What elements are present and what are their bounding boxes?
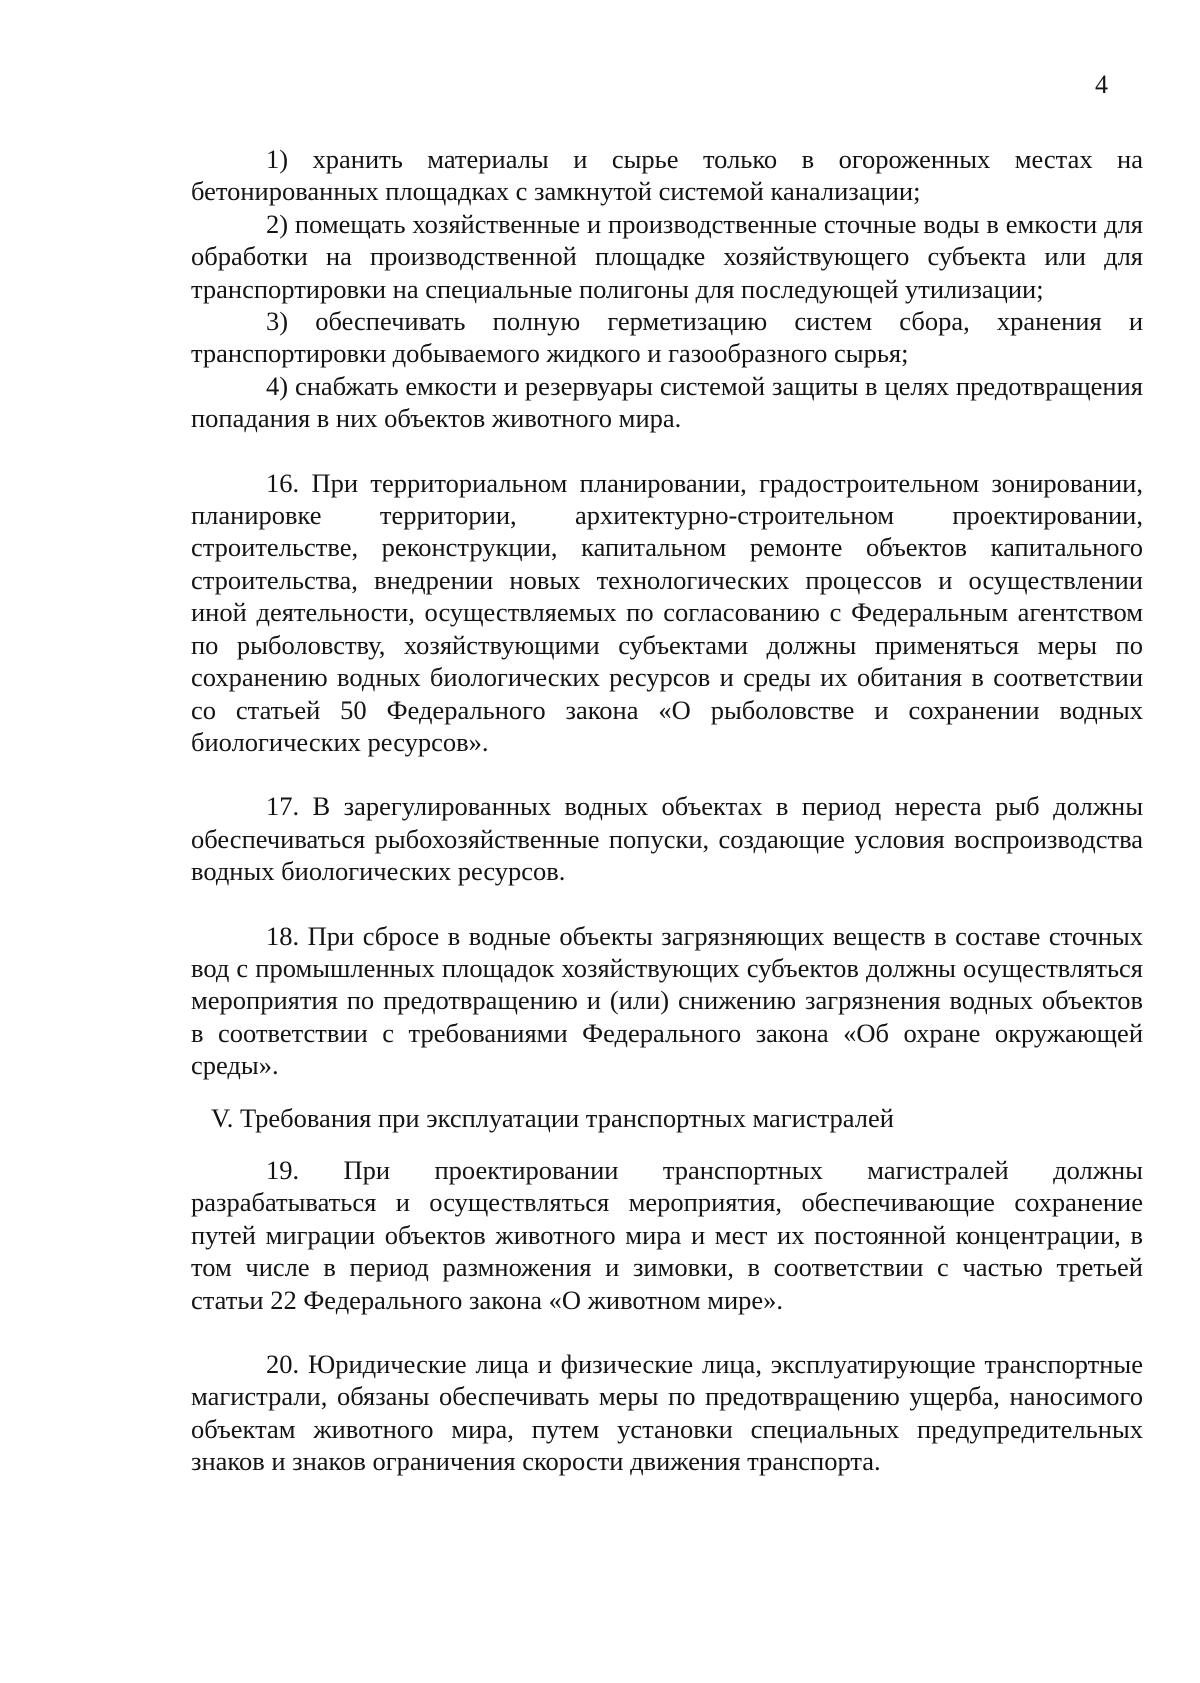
document-body — [191, 143, 1143, 1478]
list-item-4: 4) снабжать емкости и резервуары системой защиты в целях предотвращения попадания в них объектов животного мира. — [191, 370, 1143, 434]
list-item-2: 2) помещать хозяйственные и производственные сточные воды в емкости для обработки на производственной площадке хозяйствующего субъекта или для транспортировки на специальные полигоны для последующей утилизации; — [191, 208, 1143, 304]
clause-19: 19. При проектировании транспортных магистралей должны разрабатываться и осуществляться мероприятия, обеспечивающие сохранение путей миграции объектов животного мира и мест их постоянной концентрации, в том числе в период размножения и зимовки, в соответствии с частью третьей статьи 22 Федерального закона «О животном мире». — [191, 1154, 1143, 1315]
list-item-3: 3) обеспечивать полную герметизацию систем сбора, хранения и транспортировки добываемого жидкого и газообразного сырья; — [191, 306, 1143, 369]
clause-20: 20. Юридические лица и физические лица, эксплуатирующие транспортные магистрали, обязаны обеспечивать меры по предотвращению ущерба, наносимого объектам животного мира, путем установки специальных предупредительных знаков и знаков ограничения скорости движения транспорта. — [191, 1349, 1143, 1477]
clause-17: 17. В зарегулированных водных объектах в период нереста рыб должны обеспечиваться рыбохозяйственные попуски, создающие условия воспроизводства водных биологических ресурсов. — [191, 791, 1143, 887]
page-number: 4 — [1095, 70, 1108, 99]
clause-18: 18. При сбросе в водные объекты загрязняющих веществ в составе сточных вод с промышленных площадок хозяйствующих субъектов должны осуществляться мероприятия по предотвращению и (или) снижению загрязнения водных объектов в соответствии с требованиями Федерального закона «Об охране окружающей среды». — [191, 920, 1143, 1081]
list-item-1: 1) хранить материалы и сырье только в огороженных местах на бетонированных площадках с замкнутой системой канализации; — [191, 144, 1143, 207]
clause-16: 16. При территориальном планировании, градостроительном зонировании, планировке территории, архитектурно-строительном проектировании, строительстве, реконструкции, капитальном ремонте объектов капитального строительства, внедрении новых технологических процессов и осуществлении иной деятельности, осуществляемых по согласованию с Федеральным агентством по рыболовству, хозяйствующими субъектами должны применяться меры по сохранению водных биологических ресурсов и среды их обитания в соответствии со статьей 50 Федерального закона «О рыболовстве и сохранении водных биологических ресурсов». — [191, 467, 1143, 757]
section-v-heading: V. Требования при эксплуатации транспортных магистралей — [211, 1102, 894, 1133]
